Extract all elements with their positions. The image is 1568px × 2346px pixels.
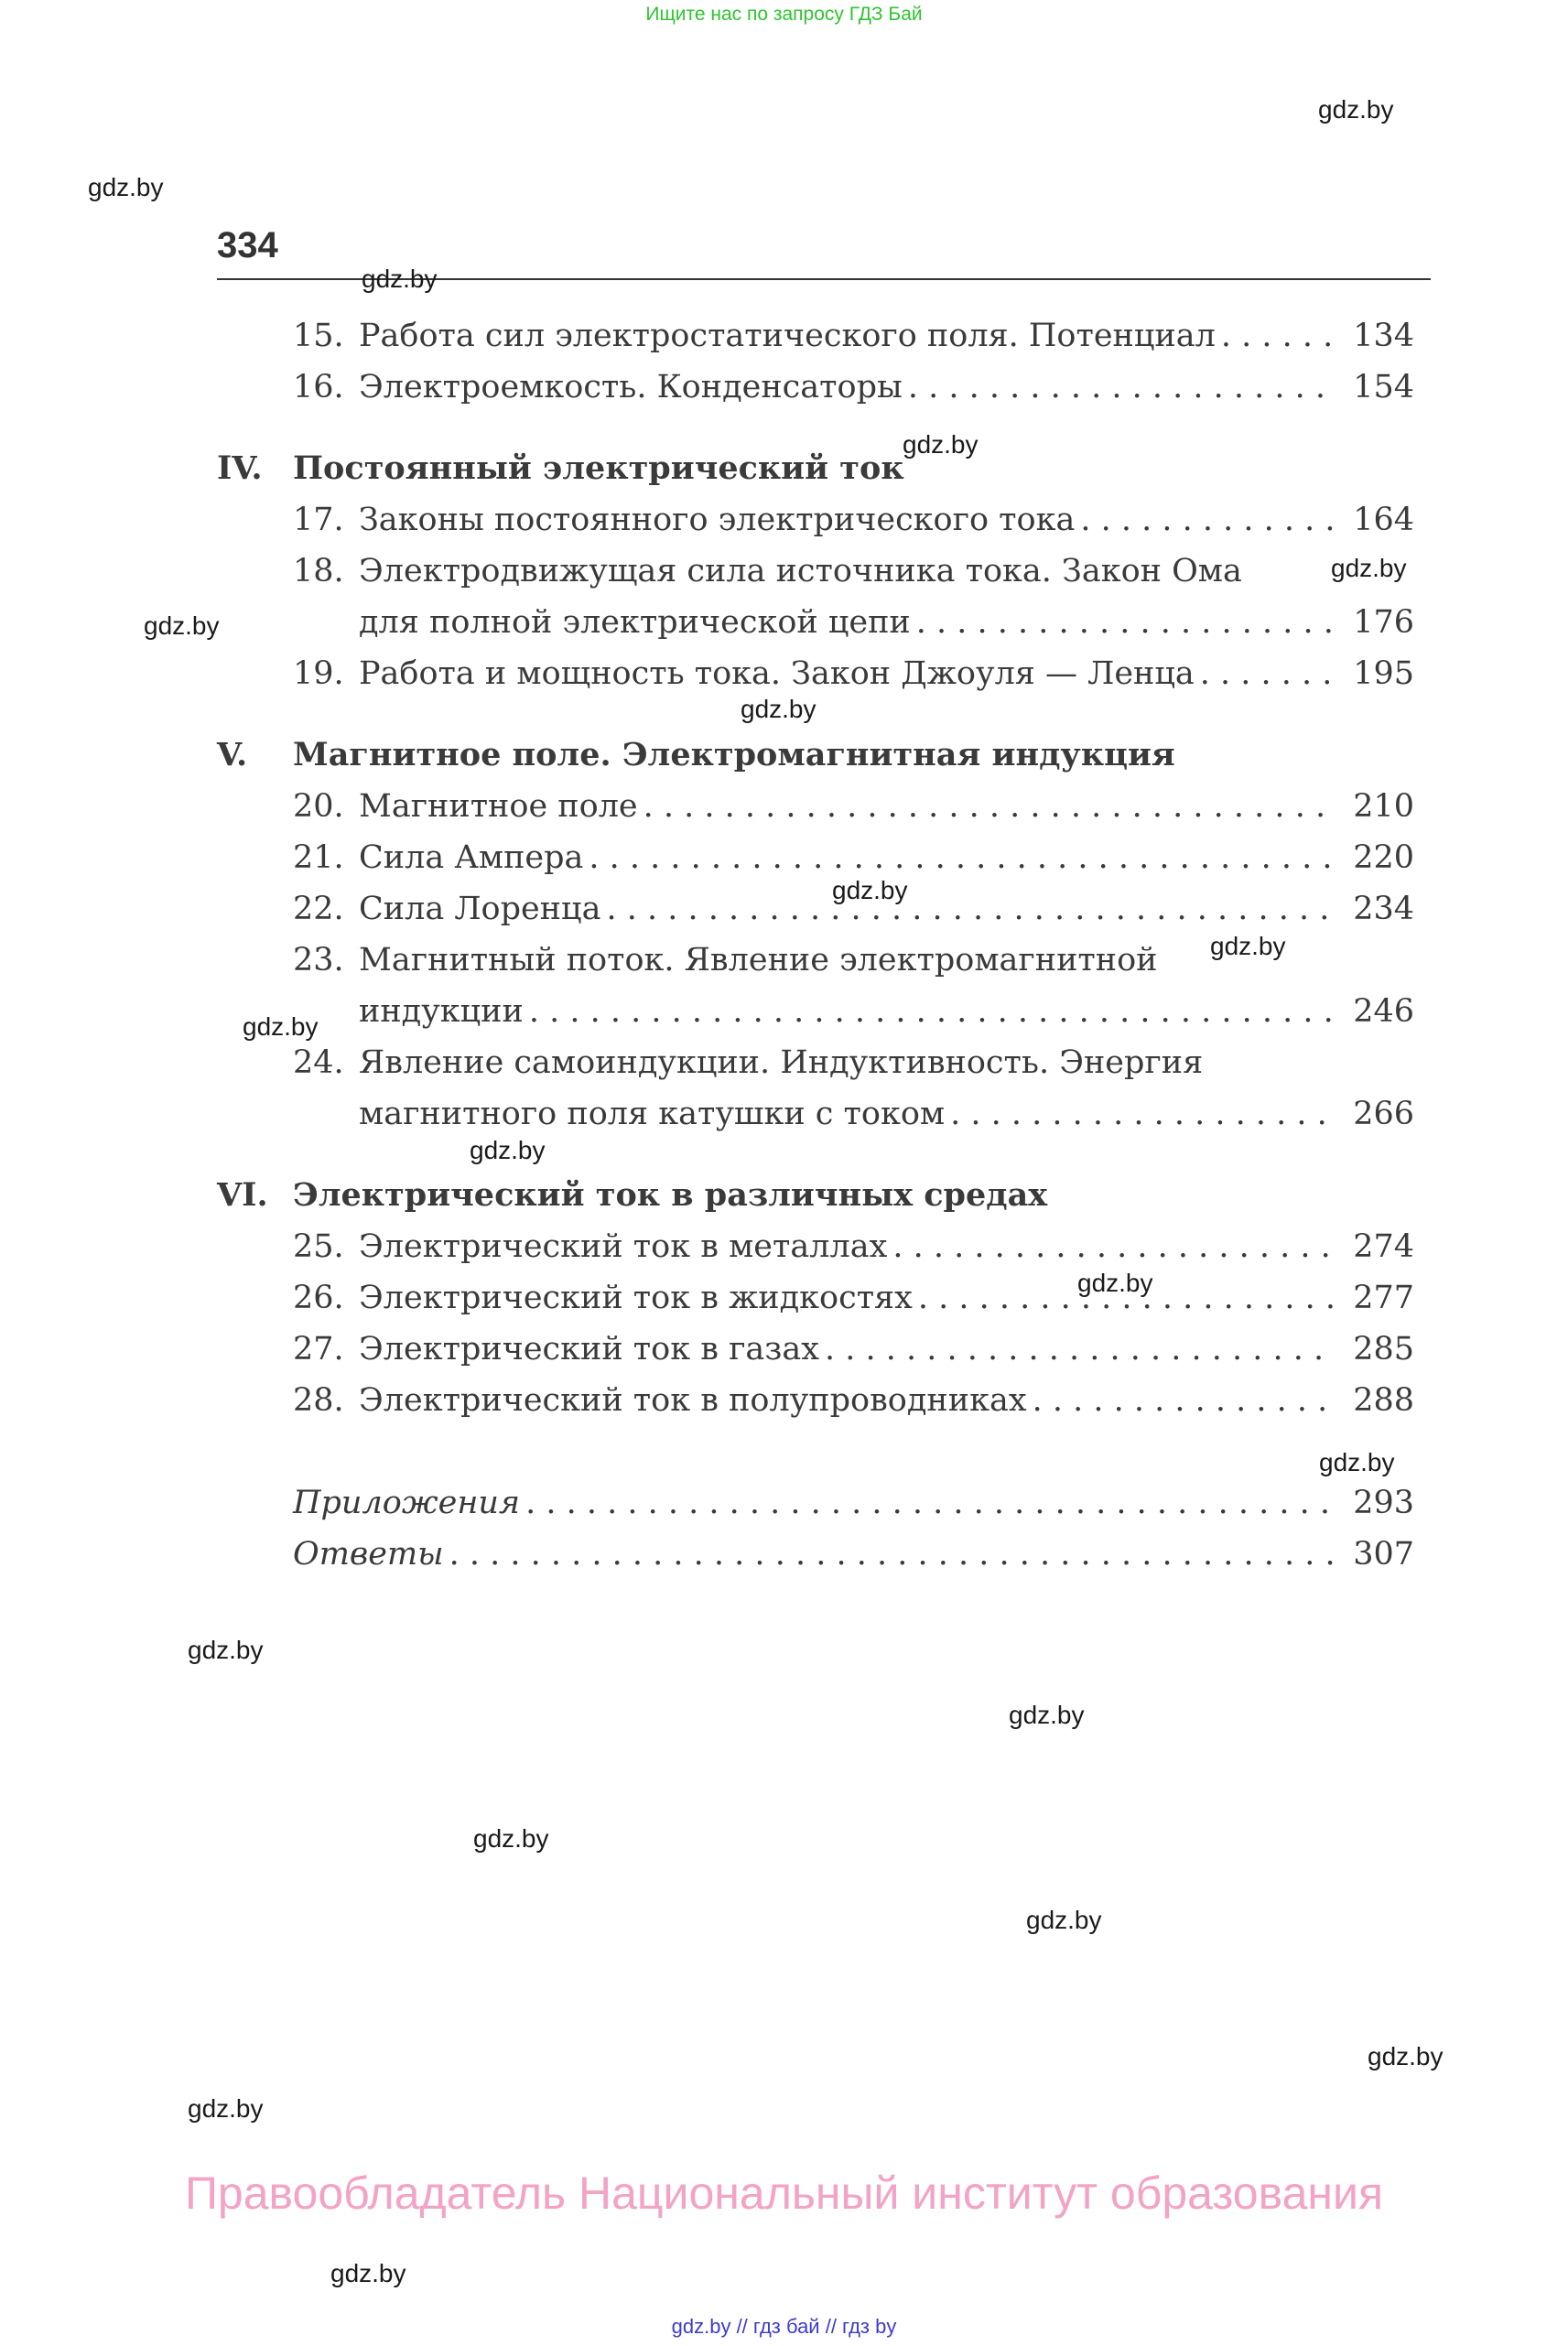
toc-entry-number: 26. — [293, 1280, 344, 1316]
toc-entry-17 — [293, 497, 1414, 543]
watermark: gdz.by — [473, 1824, 549, 1853]
watermark: gdz.by — [1319, 1448, 1395, 1476]
toc-entry-25 — [293, 1224, 1414, 1270]
toc-entry-number: 22. — [293, 891, 344, 927]
toc-appendix — [293, 1480, 1414, 1526]
toc-entry-20 — [293, 784, 1414, 829]
toc-entry-number: 20. — [293, 788, 344, 825]
toc-entry-24-line1 — [293, 1040, 1414, 1086]
watermark: gdz.by — [903, 430, 979, 459]
watermark: gdz.by — [330, 2259, 406, 2287]
watermark: gdz.by — [1331, 554, 1407, 582]
toc-entry-title: Электрический ток в полупроводниках — [359, 1382, 1027, 1419]
toc-entry-page: 195 — [1353, 655, 1414, 692]
watermark: gdz.by — [1318, 95, 1394, 124]
watermark: gdz.by — [470, 1136, 546, 1164]
chapter-heading-iv — [217, 446, 904, 492]
toc-entry-page: 293 — [1353, 1485, 1414, 1521]
toc-entry-title: Электрический ток в жидкостях — [359, 1280, 913, 1316]
toc-entry-27 — [293, 1326, 1414, 1372]
toc-entry-26 — [293, 1275, 1414, 1321]
toc-entry-title: Магнитное поле — [359, 788, 638, 825]
toc-entry-number: 16. — [293, 369, 344, 405]
chapter-title: Магнитное поле. Электромагнитная индукция — [293, 736, 1175, 773]
chapter-heading-vi — [217, 1173, 1047, 1218]
watermark: gdz.by — [832, 876, 908, 904]
toc-answers — [293, 1531, 1414, 1577]
toc-entry-number: 21. — [293, 839, 344, 876]
watermark: gdz.by — [741, 695, 816, 723]
toc-entry-title: Работа и мощность тока. Закон Джоуля — Ленца — [359, 655, 1195, 692]
toc-entry-title: Сила Ампера — [359, 839, 584, 876]
toc-entry-15 — [293, 313, 1414, 359]
toc-entry-page: 154 — [1353, 369, 1414, 405]
toc-entry-title: Работа сил электростатического поля. Потенциал — [359, 318, 1216, 354]
chapter-title: Постоянный электрический ток — [293, 449, 904, 487]
toc-entry-number: 23. — [293, 942, 344, 978]
toc-entry-title: Законы постоянного электрического тока — [359, 502, 1076, 538]
watermark: gdz.by — [1077, 1269, 1153, 1297]
toc-entry-24-line2 — [359, 1091, 1414, 1137]
dot-leader — [449, 1531, 1336, 1577]
dot-leader — [643, 784, 1336, 829]
toc-entry-number: 28. — [293, 1382, 344, 1419]
dot-leader — [525, 1480, 1336, 1526]
watermark: gdz.by — [1368, 2042, 1444, 2070]
toc-entry-title: Ответы — [293, 1536, 444, 1573]
dot-leader — [1200, 651, 1336, 697]
watermark: gdz.by — [243, 1012, 319, 1041]
dot-leader — [892, 1224, 1336, 1270]
toc-entry-number: 18. — [293, 553, 344, 589]
watermark: gdz.by — [1026, 1906, 1102, 1934]
toc-entry-page: 134 — [1353, 318, 1414, 354]
dot-leader — [1033, 1378, 1336, 1423]
watermark: gdz.by — [1210, 932, 1286, 960]
toc-entry-page: 307 — [1353, 1536, 1414, 1573]
toc-entry-page: 210 — [1353, 788, 1414, 825]
toc-entry-page: 288 — [1353, 1382, 1414, 1419]
watermark: gdz.by — [188, 2094, 264, 2123]
copyright-notice: Правообладатель Национальный институт образования — [184, 2168, 1384, 2219]
toc-entry-18-line1 — [293, 548, 1414, 594]
toc-entry-28 — [293, 1378, 1414, 1423]
toc-entry-page: 274 — [1353, 1228, 1414, 1265]
watermark: gdz.by — [88, 173, 164, 201]
toc-entry-number: 27. — [293, 1331, 344, 1368]
dot-leader — [606, 886, 1336, 932]
dot-leader — [529, 989, 1336, 1034]
toc-entry-21 — [293, 835, 1414, 881]
footer-links: gdz.by // гдз бай // гдз by — [671, 2315, 897, 2338]
chapter-numeral: IV. — [217, 449, 263, 487]
toc-entry-title-continued: магнитного поля катушки с током — [359, 1096, 946, 1132]
dot-leader — [908, 364, 1336, 410]
toc-entry-23-line2 — [359, 989, 1414, 1034]
toc-entry-title: Магнитный поток. Явление электромагнитной — [359, 942, 1158, 978]
dot-leader — [1221, 313, 1336, 359]
chapter-heading-v — [217, 732, 1175, 778]
toc-entry-title: Приложения — [293, 1485, 521, 1521]
toc-entry-title: Электродвижущая сила источника тока. Закон Ома — [359, 553, 1242, 589]
toc-entry-number: 15. — [293, 318, 344, 354]
toc-entry-page: 285 — [1353, 1331, 1414, 1368]
toc-entry-page: 266 — [1353, 1096, 1414, 1132]
chapter-title: Электрический ток в различных средах — [293, 1176, 1048, 1214]
toc-entry-page: 234 — [1353, 891, 1414, 927]
watermark: gdz.by — [1009, 1701, 1085, 1729]
watermark: gdz.by — [188, 1636, 264, 1664]
dot-leader — [589, 835, 1336, 881]
top-banner: Ищите нас по запросу ГДЗ Бай — [645, 4, 923, 25]
toc-entry-title: Сила Лоренца — [359, 891, 601, 927]
toc-entry-number: 17. — [293, 502, 344, 538]
watermark: gdz.by — [144, 611, 220, 640]
chapter-numeral: V. — [217, 736, 248, 773]
toc-entry-title: Электрический ток в металлах — [359, 1228, 888, 1265]
dot-leader — [916, 600, 1336, 645]
watermark: gdz.by — [362, 265, 438, 293]
dot-leader — [1080, 497, 1336, 543]
toc-entry-title-continued: для полной электрической цепи — [359, 604, 911, 641]
toc-entry-number: 19. — [293, 655, 344, 692]
toc-entry-18-line2 — [359, 600, 1414, 645]
toc-entry-page: 277 — [1353, 1280, 1414, 1316]
toc-entry-16 — [293, 364, 1414, 410]
page-number: 334 — [217, 225, 278, 265]
toc-entry-page: 246 — [1353, 993, 1414, 1030]
toc-entry-number: 25. — [293, 1228, 344, 1265]
toc-entry-number: 24. — [293, 1044, 344, 1081]
toc-entry-page: 176 — [1353, 604, 1414, 641]
chapter-numeral: VI. — [217, 1176, 268, 1214]
toc-entry-page: 220 — [1353, 839, 1414, 876]
toc-entry-title: Электрический ток в газах — [359, 1331, 819, 1368]
toc-entry-title: Электроемкость. Конденсаторы — [359, 369, 903, 405]
toc-entry-page: 164 — [1353, 502, 1414, 538]
toc-entry-19 — [293, 651, 1414, 697]
dot-leader — [950, 1091, 1336, 1137]
dot-leader — [825, 1326, 1336, 1372]
toc-entry-title: Явление самоиндукции. Индуктивность. Энергия — [359, 1044, 1204, 1081]
toc-entry-title-continued: индукции — [359, 993, 524, 1030]
